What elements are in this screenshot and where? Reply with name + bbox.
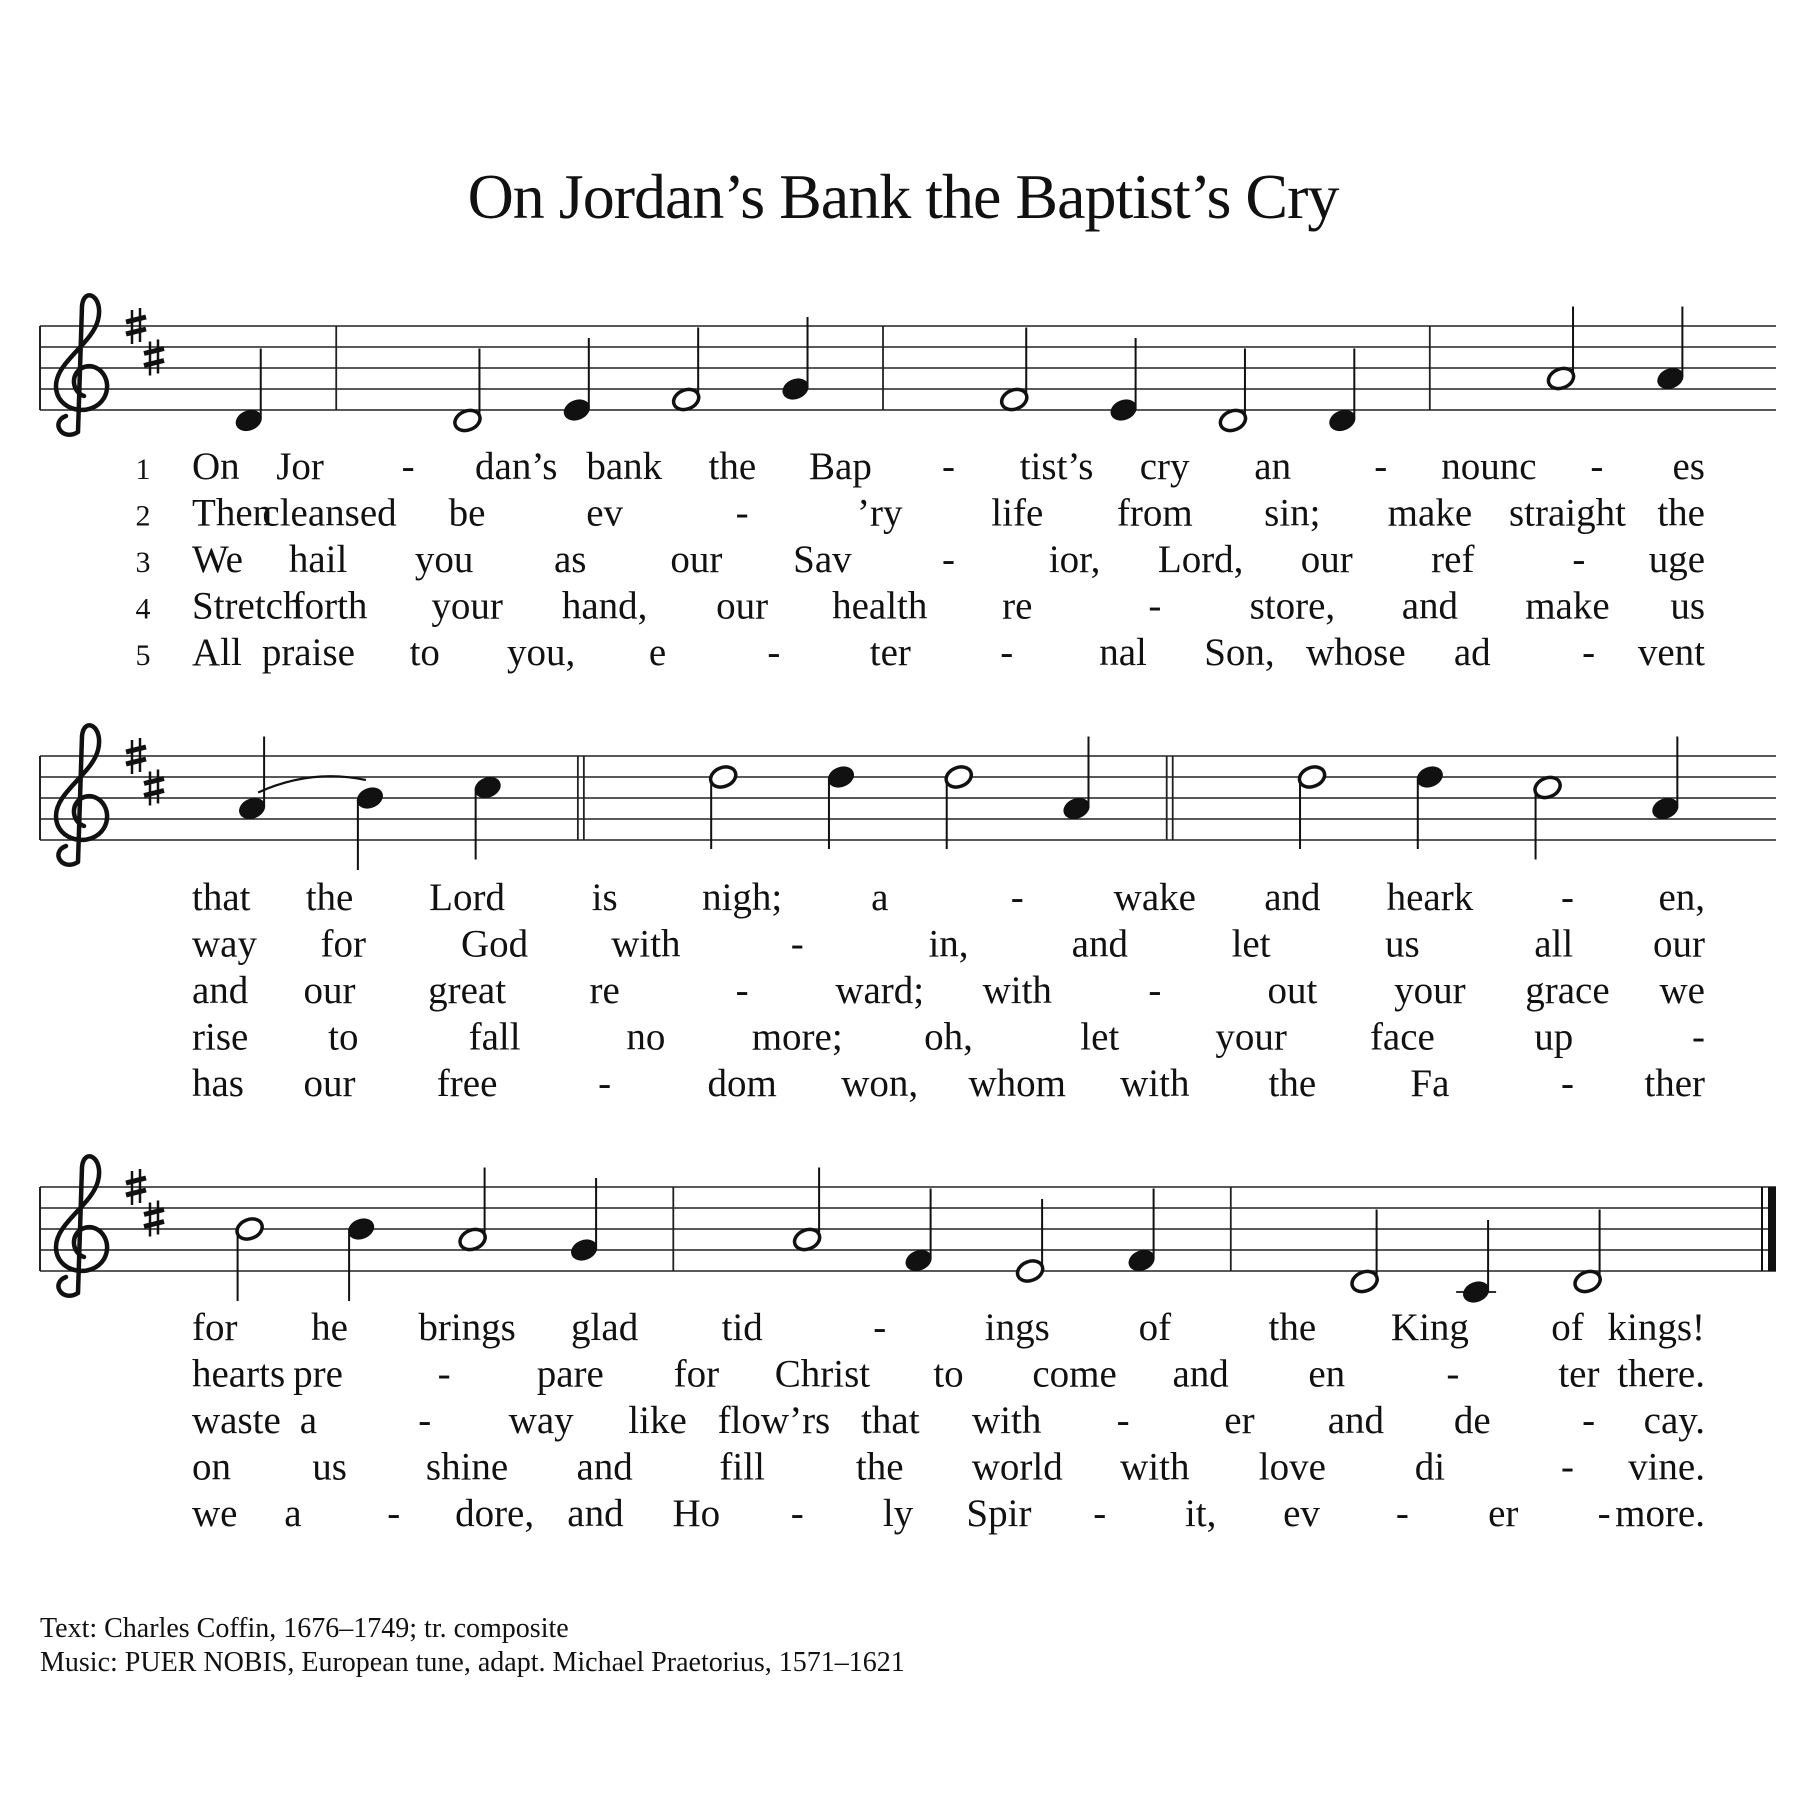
lyric-syllable: hail — [288, 538, 348, 581]
lyric-syllable: es — [1672, 445, 1705, 488]
note-head — [1414, 763, 1445, 790]
note-head — [1061, 795, 1092, 822]
lyric-syllable: with — [982, 969, 1052, 1012]
note-head — [1296, 763, 1327, 790]
note — [258, 776, 385, 870]
lyric-syllable: Lord, — [1157, 538, 1244, 581]
lyric-syllable: and — [1327, 1399, 1385, 1442]
note-head — [999, 386, 1030, 413]
syllable-hyphen: - — [1010, 876, 1024, 919]
lyric-syllable: ward; — [835, 969, 925, 1012]
treble-clef-icon — [56, 1156, 107, 1295]
lyric-syllable: us — [1385, 922, 1420, 966]
syllable-hyphen: - — [401, 445, 415, 488]
lyric-syllable: ev — [1283, 1492, 1320, 1535]
slur — [258, 776, 366, 792]
lyric-syllable: ter — [869, 631, 911, 674]
lyric-syllable: our — [1300, 538, 1353, 581]
note — [1349, 1210, 1380, 1296]
lyric-syllable: waste — [192, 1399, 281, 1442]
note — [708, 763, 739, 849]
note — [568, 1178, 599, 1264]
lyric-syllable: us — [312, 1445, 347, 1489]
lyric-syllable: cleansed — [262, 491, 397, 535]
note-head — [671, 386, 702, 413]
sharp-bar — [126, 317, 146, 322]
lyric-syllable: ter — [1558, 1352, 1600, 1396]
note-head — [354, 784, 385, 811]
note-head — [457, 1226, 488, 1253]
lyric-syllable: e — [648, 631, 667, 674]
lyric-syllable: Jor — [276, 445, 324, 488]
clef-shape — [56, 725, 107, 864]
note — [561, 338, 592, 424]
syllable-hyphen: - — [1093, 1492, 1107, 1535]
syllable-hyphen: - — [418, 1399, 432, 1442]
lyric-syllable: and — [567, 1492, 624, 1535]
syllable-hyphen: - — [1148, 584, 1162, 628]
syllable-hyphen: - — [1597, 1492, 1611, 1535]
lyric-syllable: en, — [1658, 876, 1705, 919]
verse-number: 3 — [135, 546, 151, 579]
lyric-syllable: a — [299, 1399, 318, 1442]
lyric-syllable: free — [436, 1062, 498, 1105]
lyric-syllable: We — [192, 538, 243, 581]
lyric-syllable: Fa — [1410, 1062, 1450, 1105]
lyric-syllable: Then — [192, 491, 273, 535]
lyric-syllable: our — [303, 969, 356, 1012]
syllable-hyphen: - — [735, 969, 749, 1012]
lyric-syllable: he — [311, 1306, 348, 1349]
lyric-syllable: in, — [928, 922, 969, 966]
lyric-syllable: for — [320, 922, 367, 966]
lyric-syllable: ref — [1431, 538, 1475, 581]
lyric-syllable: that — [192, 876, 251, 919]
hymn-title: On Jordan’s Bank the Baptist’s Cry — [467, 161, 1339, 232]
note-head — [1655, 365, 1686, 392]
lyric-syllable: your — [1215, 1015, 1287, 1059]
lyric-syllable: to — [933, 1352, 964, 1396]
note — [1655, 307, 1686, 393]
lyric-syllable: ly — [882, 1492, 914, 1535]
note-head — [1572, 1268, 1603, 1295]
note — [1327, 349, 1358, 435]
lyrics-block — [192, 876, 1705, 1105]
lyric-syllable: the — [855, 1445, 904, 1489]
lyric-syllable: oh, — [924, 1015, 973, 1059]
clef-shape — [56, 295, 107, 434]
syllable-hyphen: - — [1116, 1399, 1130, 1442]
staff-system — [40, 756, 1776, 840]
note — [1296, 763, 1327, 849]
lyric-syllable: heark — [1386, 876, 1474, 919]
lyric-syllable: of — [1551, 1306, 1584, 1349]
clef-shape — [56, 1156, 107, 1295]
lyric-syllable: and — [1264, 876, 1321, 919]
note-head — [825, 763, 856, 790]
syllable-hyphen: - — [767, 631, 781, 674]
lyric-syllable: a — [871, 876, 889, 919]
lyric-syllable: way — [508, 1399, 574, 1442]
lyric-syllable: with — [611, 922, 681, 966]
lyric-syllable: bank — [586, 445, 663, 488]
note-head — [234, 1215, 265, 1242]
syllable-hyphen: - — [1148, 969, 1162, 1012]
text-credit: Text: Charles Coffin, 1676–1749; tr. composite — [40, 1613, 569, 1644]
lyric-syllable: it, — [1184, 1492, 1217, 1535]
note — [999, 328, 1030, 414]
verse-number: 4 — [135, 592, 151, 626]
lyric-syllable: Bap — [809, 445, 872, 488]
lyric-syllable: your — [1394, 969, 1466, 1012]
note — [671, 328, 702, 414]
lyric-syllable: whose — [1306, 631, 1406, 674]
lyric-syllable: make — [1525, 584, 1610, 628]
lyric-syllable: come — [1032, 1352, 1117, 1396]
lyrics-block — [192, 1306, 1705, 1535]
note-head — [1126, 1247, 1157, 1274]
syllable-hyphen: - — [735, 491, 749, 535]
syllable-hyphen: - — [1374, 445, 1388, 488]
note — [780, 317, 811, 403]
lyric-syllable: to — [328, 1015, 359, 1059]
lyric-syllable: the — [708, 445, 757, 488]
lyric-syllable: the — [1268, 1062, 1317, 1105]
lyric-syllable: All — [192, 631, 242, 674]
lyric-syllable: for — [673, 1352, 720, 1396]
lyric-syllable: with — [972, 1399, 1042, 1442]
note — [1414, 763, 1445, 849]
syllable-hyphen: - — [1582, 1399, 1596, 1442]
verse-number: 2 — [135, 499, 151, 533]
sharp-icon — [144, 340, 164, 376]
lyric-syllable: tist’s — [1019, 445, 1094, 488]
lyric-syllable: has — [192, 1062, 244, 1105]
lyric-syllable: life — [991, 491, 1044, 535]
lyric-syllable: make — [1387, 491, 1473, 535]
lyric-syllable: world — [971, 1445, 1063, 1489]
note — [1650, 737, 1681, 823]
syllable-hyphen: - — [1560, 1062, 1574, 1105]
lyric-syllable: is — [591, 876, 618, 919]
sharp-bar — [144, 349, 164, 354]
lyric-syllable: re — [1002, 584, 1033, 628]
note — [1545, 307, 1576, 393]
verse-number: 1 — [135, 453, 151, 486]
lyric-syllable: nounc — [1441, 445, 1537, 488]
lyric-syllable: our — [670, 538, 723, 581]
lyric-syllable: the — [1657, 491, 1705, 535]
sharp-bar — [144, 1222, 164, 1227]
sharp-bar — [126, 329, 146, 334]
lyric-syllable: our — [1653, 922, 1705, 966]
lyric-syllable: fill — [719, 1445, 765, 1489]
lyric-syllable: shine — [425, 1445, 509, 1489]
lyric-syllable: re — [589, 969, 620, 1012]
sharp-icon — [144, 1201, 164, 1237]
lyric-syllable: Lord — [429, 876, 505, 919]
syllable-hyphen: - — [598, 1062, 612, 1105]
lyric-syllable: store, — [1249, 584, 1336, 628]
note — [1108, 338, 1139, 424]
lyric-syllable: more; — [751, 1015, 843, 1059]
staff-system — [40, 326, 1776, 410]
note-head — [561, 396, 592, 423]
lyric-syllable: Ho — [672, 1492, 721, 1535]
lyric-syllable: hand, — [561, 584, 648, 628]
note-head — [1349, 1268, 1380, 1295]
lyric-syllable: and — [1172, 1352, 1229, 1396]
lyric-syllable: up — [1534, 1015, 1574, 1059]
lyric-syllable: pre — [293, 1352, 343, 1396]
note-head — [236, 795, 267, 822]
lyric-syllable: nal — [1099, 631, 1147, 674]
lyric-syllable: kings! — [1607, 1306, 1705, 1349]
lyric-syllable: dan’s — [475, 445, 558, 488]
syllable-hyphen: - — [1395, 1492, 1409, 1535]
sharp-bar — [126, 747, 146, 752]
music-credit: Music: PUER NOBIS, European tune, adapt. Michael Praetorius, 1571–1621 — [40, 1647, 905, 1678]
lyric-syllable: on — [192, 1445, 231, 1489]
lyric-syllable: face — [1369, 1015, 1435, 1059]
lyric-syllable: King — [1390, 1306, 1469, 1349]
syllable-hyphen: - — [1446, 1352, 1460, 1396]
lyric-syllable: for — [192, 1306, 238, 1349]
lyric-syllable: hearts — [192, 1352, 286, 1396]
sharp-bar — [144, 361, 164, 366]
note-head — [345, 1215, 376, 1242]
syllable-hyphen: - — [873, 1306, 887, 1349]
lyric-syllable: way — [192, 922, 257, 966]
syllable-hyphen: - — [1560, 876, 1574, 919]
note — [1061, 737, 1092, 823]
syllable-hyphen: - — [790, 1492, 804, 1535]
verse-number: 5 — [135, 639, 151, 672]
syllable-hyphen: - — [387, 1492, 401, 1535]
note — [1572, 1210, 1603, 1296]
note-head — [1108, 396, 1139, 423]
lyric-syllable: ev — [586, 491, 624, 535]
lyric-syllable: sin; — [1264, 491, 1321, 535]
lyric-syllable: the — [1268, 1306, 1317, 1349]
note-head — [568, 1236, 599, 1263]
lyric-syllable: On — [192, 445, 240, 488]
lyric-syllable: like — [628, 1399, 687, 1442]
lyric-syllable: health — [832, 584, 928, 628]
note-head — [780, 375, 811, 402]
sharp-icon — [144, 770, 164, 806]
lyric-syllable: en — [1308, 1352, 1346, 1396]
note-head — [233, 407, 264, 434]
lyric-syllable: from — [1116, 491, 1193, 535]
sharp-bar — [126, 1190, 146, 1195]
syllable-hyphen: - — [1692, 1015, 1705, 1059]
syllable-hyphen: - — [1590, 445, 1604, 488]
lyric-syllable: as — [554, 538, 587, 581]
lyric-syllable: with — [1120, 1062, 1190, 1105]
note-head — [1650, 795, 1681, 822]
note — [1126, 1189, 1157, 1275]
lyric-syllable: uge — [1648, 538, 1705, 581]
syllable-hyphen: - — [1000, 631, 1014, 674]
lyric-syllable: dom — [707, 1062, 777, 1105]
lyric-syllable: let — [1080, 1015, 1120, 1059]
treble-clef-icon — [56, 295, 107, 434]
lyric-syllable: Stretch — [192, 584, 303, 628]
lyric-syllable: Christ — [774, 1352, 871, 1396]
syllable-hyphen: - — [1560, 1445, 1574, 1489]
lyric-syllable: forth — [291, 584, 368, 628]
note-head — [1327, 407, 1358, 434]
lyric-syllable: flow’rs — [717, 1399, 831, 1442]
lyric-syllable: let — [1231, 922, 1271, 966]
note — [943, 763, 974, 849]
sharp-bar — [126, 1178, 146, 1183]
lyric-syllable: God — [461, 922, 529, 966]
lyric-syllable: glad — [571, 1306, 639, 1349]
note — [1532, 774, 1563, 860]
note-head — [903, 1247, 934, 1274]
syllable-hyphen: - — [790, 922, 804, 966]
lyric-syllable: love — [1258, 1445, 1326, 1489]
sharp-bar — [144, 1210, 164, 1215]
sharp-bar — [144, 791, 164, 796]
note — [457, 1168, 488, 1254]
lyric-syllable: no — [626, 1015, 666, 1059]
lyric-syllable: our — [303, 1062, 356, 1105]
note — [345, 1215, 376, 1301]
lyric-syllable: whom — [968, 1062, 1067, 1105]
note — [234, 1215, 265, 1301]
lyric-syllable: tid — [721, 1306, 763, 1349]
lyric-syllable: you, — [507, 631, 576, 674]
lyric-syllable: we — [192, 1492, 238, 1535]
lyric-syllable: nigh; — [702, 876, 783, 919]
lyric-syllable: and — [1401, 584, 1459, 628]
lyric-syllable: all — [1534, 922, 1574, 966]
lyric-syllable: rise — [192, 1015, 249, 1059]
lyric-syllable: we — [1659, 969, 1705, 1012]
sharp-bar — [126, 759, 146, 764]
lyric-syllable: us — [1670, 584, 1705, 628]
lyric-syllable: with — [1120, 1445, 1190, 1489]
lyric-syllable: praise — [261, 631, 355, 674]
lyric-syllable: ad — [1453, 631, 1491, 674]
lyric-syllable: there. — [1617, 1352, 1705, 1396]
lyric-syllable: be — [448, 491, 486, 535]
syllable-hyphen: - — [1572, 538, 1586, 581]
syllable-hyphen: - — [942, 445, 955, 488]
note-head — [452, 407, 483, 434]
lyric-syllable: de — [1453, 1399, 1491, 1442]
lyric-syllable: cry — [1139, 445, 1190, 488]
note-head — [1532, 774, 1563, 801]
lyric-syllable: and — [576, 1445, 633, 1489]
lyric-syllable: er — [1488, 1492, 1519, 1535]
note — [1014, 1199, 1045, 1285]
lyric-syllable: vent — [1637, 631, 1705, 674]
lyric-syllable: Sav — [793, 538, 852, 581]
note — [236, 737, 267, 823]
lyric-syllable: you — [414, 538, 474, 581]
lyric-syllable: ings — [984, 1306, 1050, 1349]
lyric-syllable: and — [192, 969, 249, 1012]
lyric-syllable: er — [1224, 1399, 1255, 1442]
treble-clef-icon — [56, 725, 107, 864]
syllable-hyphen: - — [942, 538, 955, 581]
lyric-syllable: wake — [1113, 876, 1196, 919]
lyric-syllable: an — [1254, 445, 1292, 488]
note-head — [708, 763, 739, 790]
lyric-syllable: ther — [1644, 1062, 1705, 1105]
note — [825, 763, 856, 849]
lyric-syllable: a — [284, 1492, 302, 1535]
lyric-syllable: your — [431, 584, 503, 628]
lyric-syllable: grace — [1525, 969, 1610, 1012]
syllable-hyphen: - — [437, 1352, 451, 1396]
note — [1456, 1220, 1496, 1306]
lyric-syllable: out — [1267, 969, 1318, 1012]
note-head — [1217, 407, 1248, 434]
note — [472, 774, 503, 860]
lyric-syllable: of — [1138, 1306, 1172, 1349]
lyric-syllable: more. — [1615, 1492, 1705, 1535]
lyric-syllable: di — [1414, 1445, 1446, 1489]
lyric-syllable: vine. — [1628, 1445, 1705, 1489]
lyric-syllable: Son, — [1204, 631, 1275, 674]
lyric-syllable: ior, — [1048, 538, 1101, 581]
lyric-syllable: our — [716, 584, 769, 628]
note — [1217, 349, 1248, 435]
lyric-syllable: won, — [841, 1062, 919, 1105]
lyric-syllable: the — [305, 876, 354, 919]
syllable-hyphen: - — [1582, 631, 1596, 674]
lyric-syllable: that — [861, 1399, 920, 1442]
note-head — [472, 774, 503, 801]
note — [233, 349, 264, 435]
lyric-syllable: great — [428, 969, 507, 1012]
lyric-syllable: pare — [536, 1352, 604, 1396]
note — [903, 1189, 934, 1275]
credits — [40, 1612, 905, 1680]
note-head — [1014, 1257, 1045, 1284]
lyric-syllable: and — [1071, 922, 1128, 966]
lyric-syllable: ’ry — [856, 491, 903, 535]
note — [791, 1168, 822, 1254]
lyric-syllable: dore, — [455, 1492, 535, 1535]
sharp-bar — [144, 779, 164, 784]
lyric-syllable: Spir — [966, 1492, 1032, 1535]
lyric-syllable: fall — [468, 1015, 521, 1059]
note-head — [943, 763, 974, 790]
lyric-syllable: to — [409, 631, 440, 674]
lyric-syllable: straight — [1508, 491, 1626, 535]
note — [452, 349, 483, 435]
note-head — [1545, 365, 1576, 392]
lyric-syllable: brings — [418, 1306, 516, 1349]
lyric-syllable: cay. — [1643, 1399, 1705, 1442]
note-head — [791, 1226, 822, 1253]
lyrics-block — [136, 445, 1706, 674]
